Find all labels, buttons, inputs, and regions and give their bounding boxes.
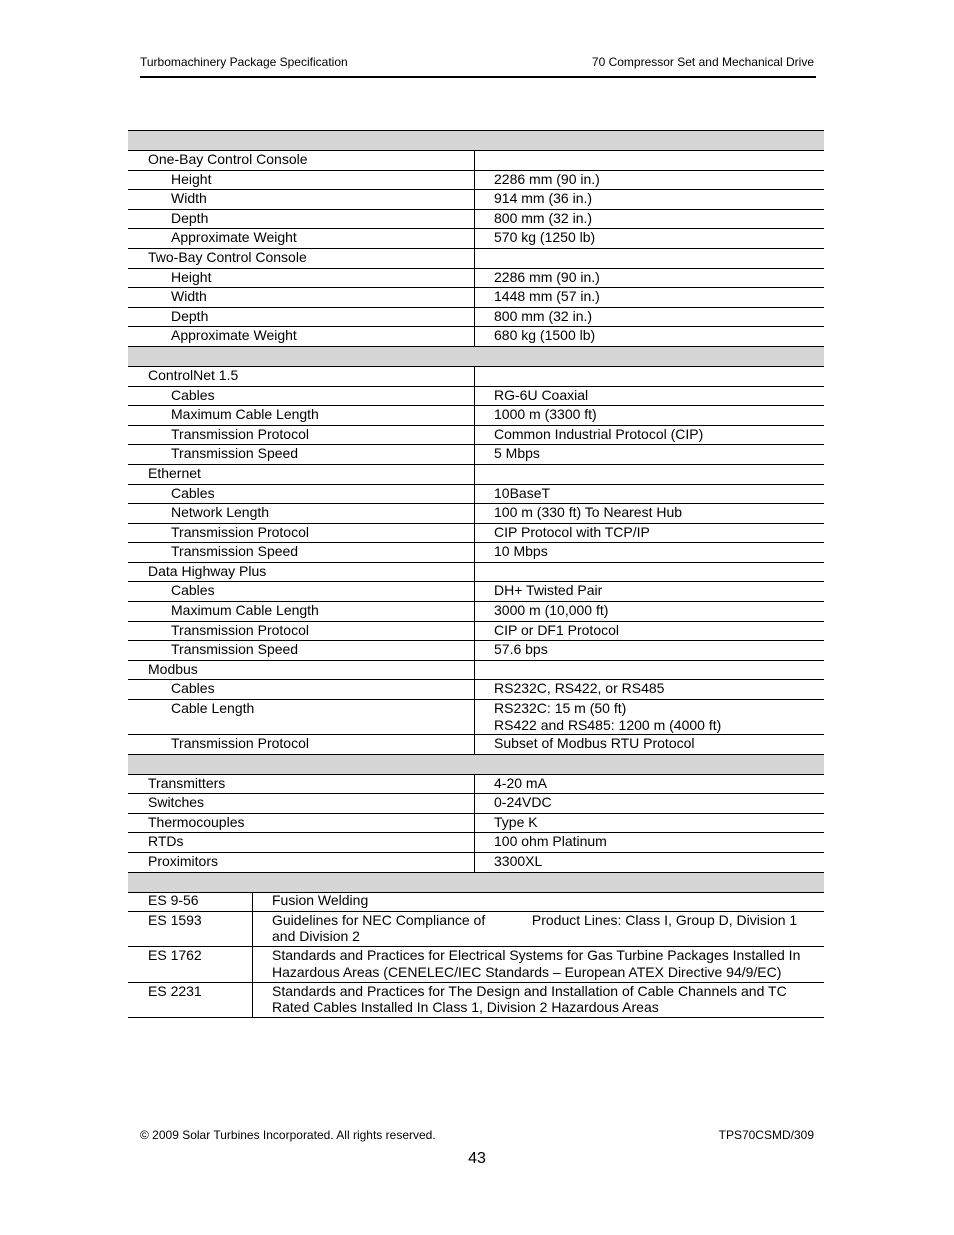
spec-row bbox=[128, 209, 824, 229]
spec-label: Proximitors bbox=[148, 853, 219, 869]
spec-label: Transmission Protocol bbox=[171, 735, 309, 752]
spec-value: 100 ohm Platinum bbox=[494, 833, 607, 850]
spec-value: 3000 m (10,000 ft) bbox=[494, 602, 609, 619]
spec-value: 10BaseT bbox=[494, 484, 551, 501]
spec-row bbox=[128, 464, 824, 484]
spec-value: Type K bbox=[494, 813, 538, 830]
standard-row bbox=[128, 982, 824, 1018]
spec-label: Approximate Weight bbox=[171, 229, 297, 246]
spec-row bbox=[128, 386, 824, 406]
spec-row bbox=[128, 700, 824, 735]
spec-value: RG-6U Coaxial bbox=[494, 386, 589, 403]
spec-label: ControlNet 1.5 bbox=[148, 366, 239, 383]
section-band-cell bbox=[128, 754, 824, 774]
standard-title: Fusion Welding bbox=[253, 892, 825, 911]
spec-value: 10 Mbps bbox=[494, 543, 548, 560]
section-band bbox=[128, 346, 824, 366]
spec-label: Transmission Protocol bbox=[171, 621, 309, 638]
spec-value: 4-20 mA bbox=[494, 774, 547, 791]
spec-value: Subset of Modbus RTU Protocol bbox=[494, 735, 695, 752]
spec-row bbox=[128, 562, 824, 582]
spec-label: Maximum Cable Length bbox=[171, 602, 319, 619]
spec-row bbox=[128, 853, 824, 873]
spec-value: DH+ Twisted Pair bbox=[494, 582, 603, 599]
spec-label: Cables bbox=[171, 680, 215, 697]
spec-row bbox=[128, 484, 824, 504]
spec-value: 1448 mm (57 in.) bbox=[494, 288, 600, 305]
standard-title: Guidelines for NEC Compliance of Product Lines: Class I, Group D, Division 1 and Division 2 bbox=[253, 911, 825, 947]
spec-label: RTDs bbox=[148, 833, 184, 850]
header-section-title: 70 Compressor Set and Mechanical Drive bbox=[591, 55, 814, 69]
spec-row bbox=[128, 621, 824, 641]
specification-table bbox=[128, 130, 824, 893]
spec-label: Width bbox=[171, 288, 207, 305]
spec-label: Height bbox=[171, 268, 212, 285]
spec-label: Transmission Speed bbox=[171, 543, 299, 560]
spec-value: 800 mm (32 in.) bbox=[494, 307, 593, 324]
spec-label: Cables bbox=[171, 386, 215, 403]
spec-value: 100 m (330 ft) To Nearest Hub bbox=[494, 504, 683, 521]
spec-row bbox=[128, 288, 824, 308]
spec-row bbox=[128, 170, 824, 190]
spec-row bbox=[128, 735, 824, 755]
spec-row bbox=[128, 327, 824, 347]
spec-label: Network Length bbox=[171, 504, 270, 521]
header-document-title: Turbomachinery Package Specification bbox=[140, 55, 348, 69]
spec-row bbox=[128, 833, 824, 853]
spec-row bbox=[128, 523, 824, 543]
spec-label: Transmission Protocol bbox=[171, 425, 309, 442]
standards-table bbox=[128, 892, 824, 1018]
standard-title: Standards and Practices for Electrical Systems for Gas Turbine Packages Installed In Hazardous Areas (CENELEC/IEC Standards – European ATEX Directive 94/9/EC) bbox=[253, 947, 825, 983]
spec-value: 3300XL bbox=[494, 853, 543, 869]
section-band-cell bbox=[128, 131, 824, 151]
spec-label: Two-Bay Control Console bbox=[148, 248, 307, 265]
spec-row bbox=[128, 660, 824, 680]
section-band bbox=[128, 872, 824, 892]
spec-label: Data Highway Plus bbox=[148, 562, 267, 579]
footer-document-number: TPS70CSMD/309 bbox=[718, 1128, 814, 1142]
spec-row bbox=[128, 151, 824, 171]
spec-label: Height bbox=[171, 170, 212, 187]
section-band bbox=[128, 754, 824, 774]
spec-label: Transmission Speed bbox=[171, 641, 299, 658]
spec-value-line2: RS422 and RS485: 1200 m (4000 ft) bbox=[494, 717, 722, 734]
spec-row bbox=[128, 268, 824, 288]
section-band-cell bbox=[128, 346, 824, 366]
spec-value: 2286 mm (90 in.) bbox=[494, 170, 600, 187]
spec-value: 570 kg (1250 lb) bbox=[494, 229, 596, 246]
spec-value: RS232C, RS422, or RS485 bbox=[494, 680, 665, 697]
spec-label: Transmission Speed bbox=[171, 445, 299, 462]
page-number: 43 bbox=[468, 1150, 486, 1167]
spec-label: Thermocouples bbox=[148, 813, 245, 830]
spec-row bbox=[128, 602, 824, 622]
standard-title: Standards and Practices for The Design and Installation of Cable Channels and TC Rated Cables Installed In Class 1, Division 2 Hazardous Areas bbox=[253, 982, 825, 1018]
standard-row bbox=[128, 947, 824, 983]
spec-row bbox=[128, 406, 824, 426]
spec-label: Switches bbox=[148, 794, 205, 811]
spec-row bbox=[128, 794, 824, 814]
spec-value: 914 mm (36 in.) bbox=[494, 190, 593, 207]
spec-value: 1000 m (3300 ft) bbox=[494, 406, 597, 423]
footer-copyright: © 2009 Solar Turbines Incorporated. All rights reserved. bbox=[140, 1128, 436, 1142]
standard-code: ES 2231 bbox=[128, 982, 253, 1018]
standard-row bbox=[128, 911, 824, 947]
spec-value: 5 Mbps bbox=[494, 445, 540, 462]
spec-label: Cable Length bbox=[171, 700, 255, 717]
standard-code: ES 1762 bbox=[128, 947, 253, 983]
section-band bbox=[128, 131, 824, 151]
spec-row bbox=[128, 248, 824, 268]
spec-row bbox=[128, 813, 824, 833]
spec-row bbox=[128, 366, 824, 386]
spec-value: 57.6 bps bbox=[494, 641, 548, 658]
spec-label: Depth bbox=[171, 307, 209, 324]
spec-value: 800 mm (32 in.) bbox=[494, 209, 593, 226]
spec-label: One-Bay Control Console bbox=[148, 151, 308, 167]
spec-label: Approximate Weight bbox=[171, 327, 297, 344]
spec-value: 680 kg (1500 lb) bbox=[494, 327, 596, 344]
spec-label: Ethernet bbox=[148, 464, 201, 481]
spec-label: Transmission Protocol bbox=[171, 523, 309, 540]
spec-label: Maximum Cable Length bbox=[171, 406, 319, 423]
spec-label: Transmitters bbox=[148, 774, 226, 791]
standard-row bbox=[128, 892, 824, 911]
standard-code: ES 1593 bbox=[128, 911, 253, 947]
spec-value: Common Industrial Protocol (CIP) bbox=[494, 425, 704, 442]
spec-value: RS232C: 15 m (50 ft) bbox=[494, 700, 627, 717]
spec-value: CIP or DF1 Protocol bbox=[494, 621, 620, 638]
spec-value: 2286 mm (90 in.) bbox=[494, 268, 600, 285]
spec-row bbox=[128, 774, 824, 794]
spec-row bbox=[128, 307, 824, 327]
spec-label: Cables bbox=[171, 582, 215, 599]
spec-row bbox=[128, 445, 824, 465]
standard-code: ES 9-56 bbox=[128, 892, 253, 911]
spec-label: Width bbox=[171, 190, 207, 207]
spec-row bbox=[128, 641, 824, 661]
spec-row bbox=[128, 229, 824, 249]
spec-row bbox=[128, 582, 824, 602]
page-header bbox=[140, 55, 816, 78]
spec-value: 0-24VDC bbox=[494, 794, 552, 811]
spec-row bbox=[128, 543, 824, 563]
spec-row bbox=[128, 190, 824, 210]
spec-row bbox=[128, 680, 824, 700]
spec-label: Depth bbox=[171, 209, 209, 226]
spec-row bbox=[128, 504, 824, 524]
spec-value: CIP Protocol with TCP/IP bbox=[494, 523, 650, 540]
spec-row bbox=[128, 425, 824, 445]
spec-label: Modbus bbox=[148, 660, 198, 677]
spec-label: Cables bbox=[171, 484, 215, 501]
